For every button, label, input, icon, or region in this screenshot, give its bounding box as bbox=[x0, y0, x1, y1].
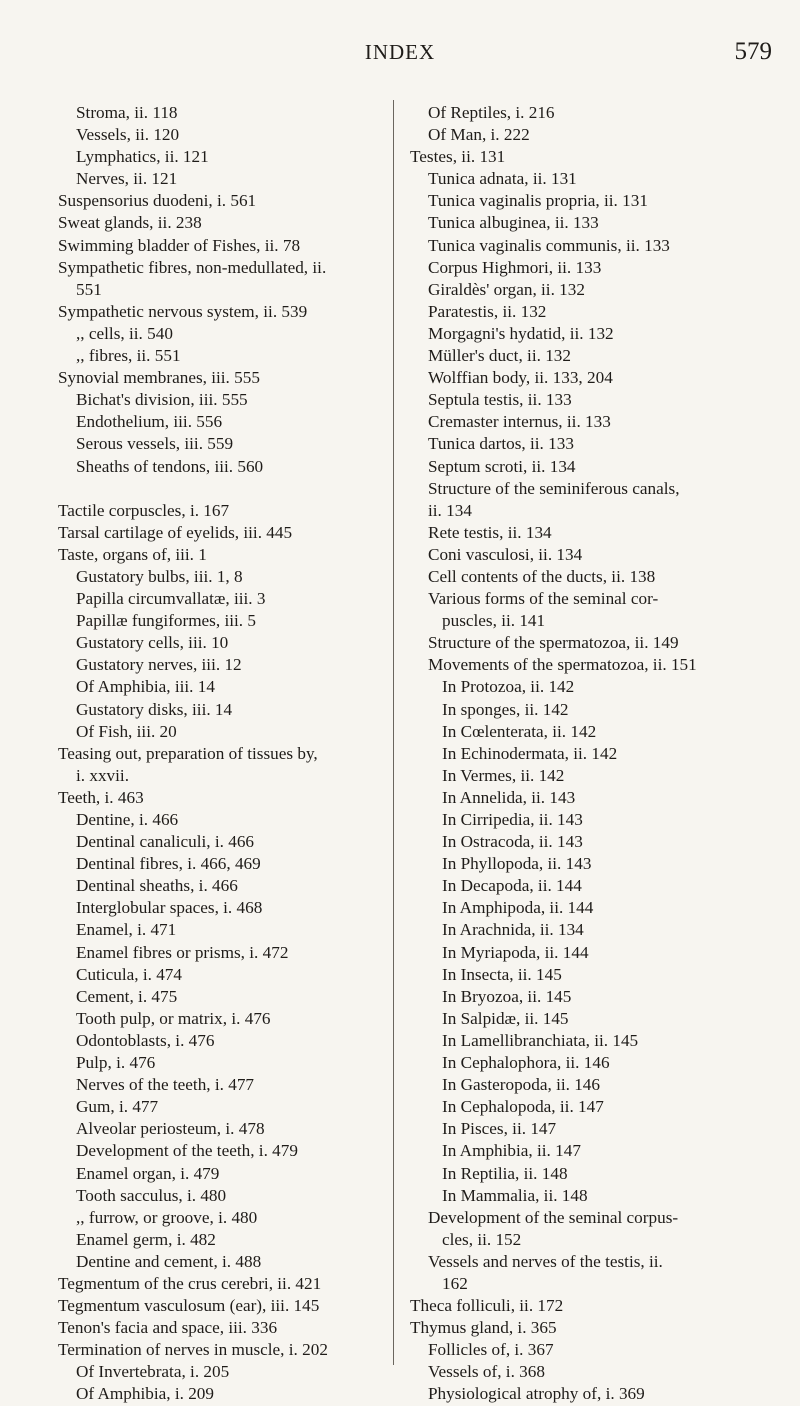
index-column-right bbox=[410, 102, 774, 1406]
index-subentry: Vessels and nerves of the testis, ii. bbox=[428, 1251, 663, 1271]
index-subentry: Of Man, i. 222 bbox=[428, 125, 530, 145]
index-subentry: Tunica vaginalis propria, ii. 131 bbox=[428, 191, 648, 211]
index-subentry: ii. 134 bbox=[428, 500, 472, 520]
index-subentry: Dentinal canaliculi, i. 466 bbox=[76, 832, 255, 852]
index-subentry: In Gasteropoda, ii. 146 bbox=[442, 1075, 600, 1095]
index-subentry: Of Amphibia, iii. 14 bbox=[76, 677, 215, 697]
index-subentry: In Phyllopoda, ii. 143 bbox=[442, 854, 592, 874]
index-entry: Sympathetic nervous system, ii. 539 bbox=[58, 301, 308, 321]
index-subentry: Paratestis, ii. 132 bbox=[428, 301, 547, 321]
index-subentry: ,, fibres, ii. 551 bbox=[76, 346, 181, 366]
index-subentry: Wolffian body, ii. 133, 204 bbox=[428, 368, 613, 388]
index-subentry: Structure of the seminiferous canals, bbox=[428, 478, 680, 498]
index-subentry: In Cephalophora, ii. 146 bbox=[442, 1053, 610, 1073]
index-subentry: In Decapoda, ii. 144 bbox=[442, 876, 582, 896]
index-subentry: Dentine, i. 466 bbox=[76, 810, 179, 829]
index-subentry: Corpus Highmori, ii. 133 bbox=[428, 257, 602, 277]
index-subentry: In Lamellibranchiata, ii. 145 bbox=[442, 1030, 639, 1050]
running-header-title: INDEX bbox=[364, 40, 436, 64]
index-subentry: Tooth pulp, or matrix, i. 476 bbox=[76, 1008, 271, 1028]
index-subentry: In Mammalia, ii. 148 bbox=[442, 1185, 588, 1205]
index-subentry: Development of the teeth, i. 479 bbox=[76, 1141, 298, 1161]
index-subentry: Dentinal fibres, i. 466, 469 bbox=[76, 854, 261, 874]
index-subentry: Endothelium, iii. 556 bbox=[76, 412, 223, 432]
index-subentry: i. xxvii. bbox=[76, 765, 129, 785]
index-subentry: In Reptilia, ii. 148 bbox=[442, 1163, 568, 1183]
index-subentry: Gustatory bulbs, iii. 1, 8 bbox=[76, 566, 243, 586]
index-subentry: Of Reptiles, i. 216 bbox=[428, 103, 555, 122]
index-subentry: Interglobular spaces, i. 468 bbox=[76, 898, 263, 918]
index-subentry: Serous vessels, iii. 559 bbox=[76, 434, 234, 454]
index-subentry: Vessels, ii. 120 bbox=[76, 125, 180, 145]
index-subentry: In Myriapoda, ii. 144 bbox=[442, 942, 589, 962]
index-subentry: Lymphatics, ii. 121 bbox=[76, 147, 209, 167]
index-subentry: ,, cells, ii. 540 bbox=[76, 323, 173, 343]
index-entry: Tactile corpuscles, i. 167 bbox=[58, 500, 230, 520]
index-subentry: In Cœlenterata, ii. 142 bbox=[442, 721, 597, 741]
index-subentry: In Amphipoda, ii. 144 bbox=[442, 898, 594, 918]
index-subentry: Cement, i. 475 bbox=[76, 986, 178, 1006]
index-subentry: In Salpidæ, ii. 145 bbox=[442, 1008, 569, 1028]
index-subentry: In Protozoa, ii. 142 bbox=[442, 677, 575, 697]
index-subentry: Cremaster internus, ii. 133 bbox=[428, 412, 611, 432]
index-subentry: Enamel germ, i. 482 bbox=[76, 1229, 216, 1249]
index-subentry: Gum, i. 477 bbox=[76, 1097, 159, 1117]
index-subentry: Bichat's division, iii. 555 bbox=[76, 390, 248, 410]
index-subentry: Tunica adnata, ii. 131 bbox=[428, 169, 577, 189]
index-entry: Termination of nerves in muscle, i. 202 bbox=[58, 1340, 328, 1360]
index-subentry: Alveolar periosteum, i. 478 bbox=[76, 1119, 265, 1139]
index-subentry: Nerves of the teeth, i. 477 bbox=[76, 1075, 255, 1095]
index-subentry: Of Invertebrata, i. 205 bbox=[76, 1362, 230, 1382]
index-entry: Theca folliculi, ii. 172 bbox=[410, 1296, 564, 1316]
index-subentry: In Insecta, ii. 145 bbox=[442, 964, 562, 984]
index-subentry: ,, furrow, or groove, i. 480 bbox=[76, 1207, 258, 1227]
index-subentry: Enamel, i. 471 bbox=[76, 920, 177, 940]
index-entry: Synovial membranes, iii. 555 bbox=[58, 368, 260, 388]
index-subentry: Dentinal sheaths, i. 466 bbox=[76, 876, 238, 896]
index-subentry: In Cephalopoda, ii. 147 bbox=[442, 1097, 604, 1117]
index-subentry: Development of the seminal corpus- bbox=[428, 1207, 679, 1227]
index-subentry: Tooth sacculus, i. 480 bbox=[76, 1185, 227, 1205]
index-subentry: Gustatory disks, iii. 14 bbox=[76, 699, 233, 719]
index-subentry: Gustatory cells, iii. 10 bbox=[76, 633, 229, 653]
index-subentry: Enamel fibres or prisms, i. 472 bbox=[76, 942, 289, 962]
index-subentry: Nerves, ii. 121 bbox=[76, 169, 178, 189]
index-subentry: Structure of the spermatozoa, ii. 149 bbox=[428, 633, 679, 653]
index-subentry: Papillæ fungiformes, iii. 5 bbox=[76, 611, 256, 631]
index-subentry: Rete testis, ii. 134 bbox=[428, 522, 552, 542]
index-subentry: In Pisces, ii. 147 bbox=[442, 1119, 557, 1139]
index-subentry: Odontoblasts, i. 476 bbox=[76, 1030, 215, 1050]
index-subentry: In Bryozoa, ii. 145 bbox=[442, 986, 572, 1006]
index-entry: Sweat glands, ii. 238 bbox=[58, 213, 202, 233]
index-subentry: Morgagni's hydatid, ii. 132 bbox=[428, 323, 614, 343]
index-subentry: Enamel organ, i. 479 bbox=[76, 1163, 220, 1183]
index-subentry: Of Amphibia, i. 209 bbox=[76, 1384, 214, 1404]
index-entry: Tenon's facia and space, iii. 336 bbox=[58, 1318, 278, 1338]
index-subentry: Pulp, i. 476 bbox=[76, 1053, 156, 1073]
index-subentry: Sheaths of tendons, iii. 560 bbox=[76, 456, 264, 476]
index-subentry: Septum scroti, ii. 134 bbox=[428, 456, 576, 476]
index-subentry: Various forms of the seminal cor- bbox=[428, 589, 659, 609]
index-subentry: Vessels of, i. 368 bbox=[428, 1362, 545, 1382]
index-subentry: In Annelida, ii. 143 bbox=[442, 787, 576, 807]
page-number: 579 bbox=[734, 38, 772, 65]
index-subentry: Gustatory nerves, iii. 12 bbox=[76, 655, 242, 675]
index-entry: Teasing out, preparation of tissues by, bbox=[58, 743, 318, 763]
index-entry: Thymus gland, i. 365 bbox=[410, 1318, 557, 1338]
index-entry: Teeth, i. 463 bbox=[58, 787, 144, 807]
index-subentry: In Echinodermata, ii. 142 bbox=[442, 743, 618, 763]
index-subentry: 551 bbox=[76, 279, 102, 299]
index-subentry: Coni vasculosi, ii. 134 bbox=[428, 544, 583, 564]
index-entry: Testes, ii. 131 bbox=[410, 147, 506, 167]
index-subentry: Tunica albuginea, ii. 133 bbox=[428, 213, 599, 233]
index-subentry: puscles, ii. 141 bbox=[442, 611, 546, 631]
index-subentry: Follicles of, i. 367 bbox=[428, 1340, 554, 1360]
index-entry: Tarsal cartilage of eyelids, iii. 445 bbox=[58, 522, 293, 542]
index-subentry: Müller's duct, ii. 132 bbox=[428, 346, 571, 366]
index-subentry: Stroma, ii. 118 bbox=[76, 103, 178, 122]
index-subentry: Movements of the spermatozoa, ii. 151 bbox=[428, 655, 697, 675]
index-subentry: Papilla circumvallatæ, iii. 3 bbox=[76, 589, 266, 609]
index-entry: Taste, organs of, iii. 1 bbox=[58, 544, 207, 564]
index-subentry: Tunica vaginalis communis, ii. 133 bbox=[428, 235, 670, 255]
column-divider bbox=[393, 100, 394, 1365]
index-entry: Tegmentum vasculosum (ear), iii. 145 bbox=[58, 1296, 320, 1316]
index-subentry: Tunica dartos, ii. 133 bbox=[428, 434, 574, 454]
index-subentry: In Ostracoda, ii. 143 bbox=[442, 832, 583, 852]
index-subentry: cles, ii. 152 bbox=[442, 1229, 522, 1249]
index-subentry: 162 bbox=[442, 1273, 468, 1293]
index-subentry: Physiological atrophy of, i. 369 bbox=[428, 1384, 645, 1404]
index-subentry: In Amphibia, ii. 147 bbox=[442, 1141, 581, 1161]
index-subentry: In Vermes, ii. 142 bbox=[442, 765, 565, 785]
index-entry: Tegmentum of the crus cerebri, ii. 421 bbox=[58, 1273, 322, 1293]
index-subentry: Septula testis, ii. 133 bbox=[428, 390, 572, 410]
entry-gap bbox=[58, 478, 404, 500]
index-entry: Swimming bladder of Fishes, ii. 78 bbox=[58, 235, 301, 255]
index-subentry: In sponges, ii. 142 bbox=[442, 699, 569, 719]
index-subentry: Dentine and cement, i. 488 bbox=[76, 1251, 262, 1271]
index-entry: Suspensorius duodeni, i. 561 bbox=[58, 191, 257, 211]
index-subentry: Cuticula, i. 474 bbox=[76, 964, 182, 984]
index-subentry: In Cirripedia, ii. 143 bbox=[442, 810, 583, 829]
index-entry: Sympathetic fibres, non-medullated, ii. bbox=[58, 257, 327, 277]
index-subentry: Cell contents of the ducts, ii. 138 bbox=[428, 566, 656, 586]
index-subentry: Giraldès' organ, ii. 132 bbox=[428, 279, 585, 299]
index-subentry: Of Fish, iii. 20 bbox=[76, 721, 177, 741]
index-subentry: In Arachnida, ii. 134 bbox=[442, 920, 584, 940]
index-column-left bbox=[58, 102, 404, 1406]
